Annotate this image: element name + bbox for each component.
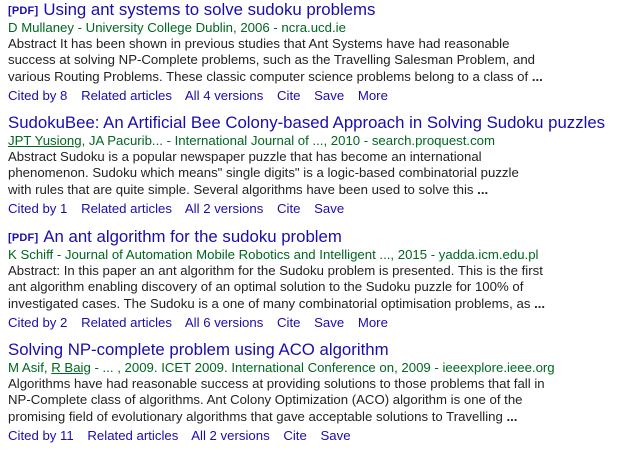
result-title-line: [8, 112, 620, 133]
all-versions-link[interactable]: All 4 versions: [184, 87, 264, 103]
snippet-line: NP-Complete class of algorithms. Ant Colony Optimization (ACO) algorithm is one of the: [8, 392, 523, 408]
result-title-line: [8, 226, 620, 247]
all-versions-link[interactable]: All 2 versions: [191, 427, 270, 443]
cited-by-link[interactable]: Cited by 11: [8, 427, 74, 443]
result-meta-prefix: M Asif,: [8, 360, 52, 375]
author-link[interactable]: R Baig: [51, 360, 91, 375]
result-title-link[interactable]: Using ant systems to solve sudoku problems: [43, 0, 376, 19]
result-snippet: [8, 263, 620, 312]
result-snippet: [8, 149, 620, 198]
result-title-line: [8, 0, 620, 20]
snippet-line-text: investigated cases. The Sudoku is a one of many combinatorial optimisation problems, as: [8, 295, 531, 311]
pdf-tag: [PDF]: [8, 232, 39, 244]
pdf-tag: [PDF]: [8, 5, 39, 17]
snippet-line: [8, 296, 620, 312]
search-result: [8, 0, 620, 113]
snippet-line-text: with rules that are quite simple. Several algorithms have been used to solve this: [8, 181, 474, 197]
result-snippet: [8, 36, 620, 85]
related-articles-link[interactable]: Related articles: [81, 200, 172, 216]
result-title-link[interactable]: An ant algorithm for the sudoku problem: [43, 227, 342, 246]
result-actions: [8, 199, 620, 218]
snippet-line: success at solving NP-Complete problems, such as the Travelling Salesman Problem, and: [8, 52, 536, 68]
snippet-ellipsis: ...: [477, 181, 489, 197]
more-link[interactable]: More: [357, 314, 388, 330]
search-results-list: [8, 0, 620, 445]
cited-by-link[interactable]: Cited by 1: [8, 200, 68, 216]
save-link[interactable]: Save: [320, 427, 351, 443]
cited-by-link[interactable]: Cited by 2: [8, 314, 68, 330]
cited-by-link[interactable]: Cited by 8: [8, 87, 68, 103]
snippet-line: Algorithms have had reasonable success at providing solutions to those problems that fall in: [8, 376, 545, 391]
cite-link[interactable]: Cite: [277, 200, 301, 216]
cite-link[interactable]: Cite: [277, 87, 301, 103]
snippet-line: Abstract Sudoku is a popular newspaper puzzle that has become an international: [8, 149, 482, 164]
all-versions-link[interactable]: All 6 versions: [184, 314, 264, 330]
cite-link[interactable]: Cite: [277, 314, 301, 330]
related-articles-link[interactable]: Related articles: [81, 314, 172, 330]
save-link[interactable]: Save: [314, 200, 345, 216]
result-meta: D Mullaney - University College Dublin, 2006 - ncra.ucd.ie: [8, 20, 346, 35]
result-meta: [8, 360, 620, 376]
result-meta: K Schiff - Journal of Automation Mobile Robotics and Intelligent ..., 2015 - yadda.icm.edu.pl: [8, 247, 539, 262]
snippet-line: [8, 69, 620, 85]
result-snippet: [8, 376, 620, 425]
result-meta: [8, 133, 620, 149]
result-meta-text: - ... , 2009. ICET 2009. International Conference on, 2009 - ieeexplore.ieee.org: [90, 360, 555, 375]
more-link[interactable]: More: [357, 87, 388, 103]
result-title-link[interactable]: Solving NP-complete problem using ACO algorithm: [8, 340, 389, 359]
snippet-line-text: promising field of evolutionary algorithms that gave acceptable solutions to Travelling: [8, 408, 503, 424]
related-articles-link[interactable]: Related articles: [87, 427, 179, 443]
snippet-ellipsis: ...: [534, 295, 546, 311]
result-actions: [8, 426, 620, 445]
snippet-ellipsis: ...: [531, 68, 543, 84]
cite-link[interactable]: Cite: [283, 427, 307, 443]
result-actions: [8, 86, 620, 105]
snippet-line: [8, 182, 620, 198]
search-result: [8, 339, 620, 445]
save-link[interactable]: Save: [314, 314, 345, 330]
all-versions-link[interactable]: All 2 versions: [184, 200, 264, 216]
author-link[interactable]: JPT Yusiong: [8, 133, 82, 148]
result-actions: [8, 313, 620, 332]
snippet-line: phenomenon. Sudoku which means" single digits" is a logic-based combinatorial puzzle: [8, 165, 519, 181]
snippet-line: ant algorithm enabling discovery of an optimal solution to the Sudoku puzzle for 100% of: [8, 279, 524, 295]
snippet-line: Abstract It has been shown in previous studies that Ant Systems have had reasonable: [8, 36, 510, 51]
related-articles-link[interactable]: Related articles: [81, 87, 172, 103]
search-result: [8, 112, 620, 227]
snippet-line-text: various Routing Problems. These classic computer science problems belong to a class of: [8, 68, 529, 84]
save-link[interactable]: Save: [314, 87, 345, 103]
snippet-ellipsis: ...: [506, 408, 518, 424]
result-meta-text: , JA Pacurib... - International Journal of ..., 2010 - search.proquest.com: [81, 133, 495, 148]
result-title-line: [8, 339, 620, 360]
snippet-line: [8, 409, 620, 425]
snippet-line: Abstract: In this paper an ant algorithm for the Sudoku problem is presented. This is the first: [8, 263, 543, 278]
search-result: [8, 226, 620, 340]
result-title-link[interactable]: SudokuBee: An Artificial Bee Colony-based Approach in Solving Sudoku puzzles: [8, 113, 606, 132]
